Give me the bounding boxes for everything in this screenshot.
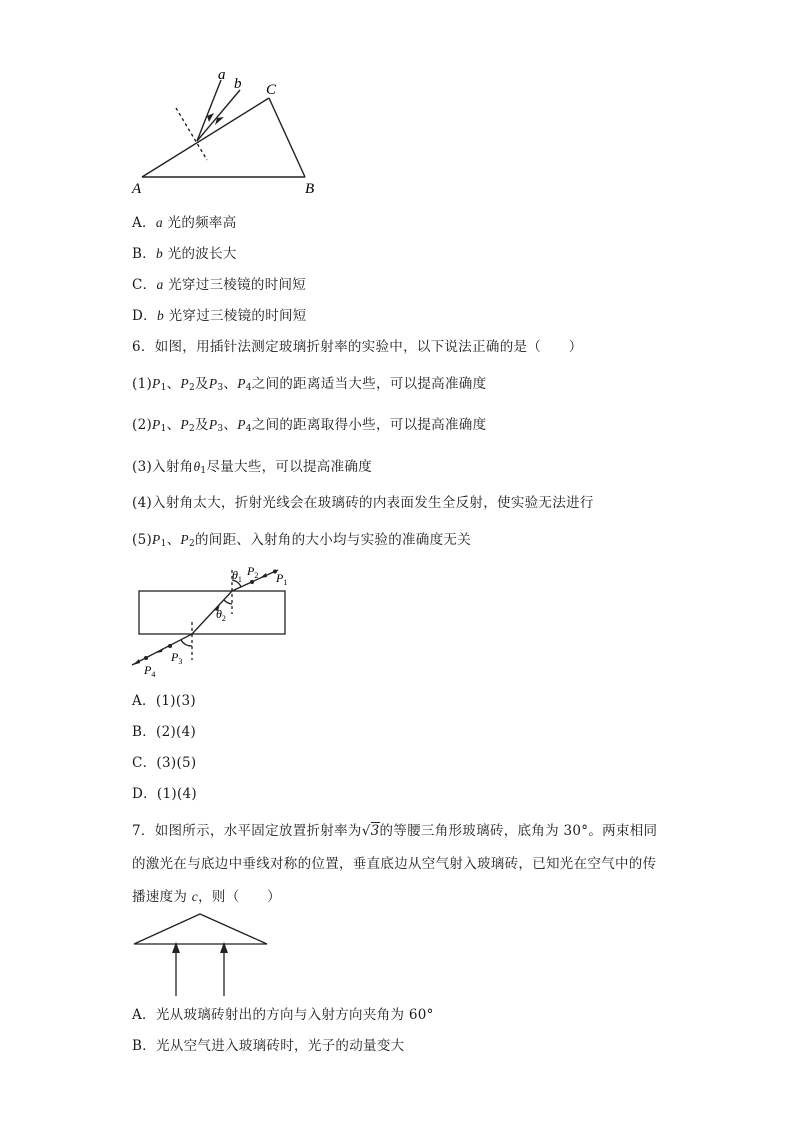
prism-side-ac <box>142 98 269 177</box>
glass-block-figure <box>128 560 300 685</box>
ray-b <box>197 90 240 141</box>
p4-label: $P_4$ <box>144 663 156 679</box>
theta1-label: $\theta_1$ <box>232 568 242 584</box>
q5-option-d[interactable]: D．b 光穿过三棱镜的时间短 <box>132 308 307 324</box>
pin-p2 <box>250 580 254 584</box>
q6-statement-5: $(5)P_1$、$P_2$的间距、入射角的大小均与实验的准确度无关 <box>132 532 471 549</box>
q5-option-b[interactable]: B．b 光的波长大 <box>132 246 237 262</box>
pin-p3 <box>168 644 172 648</box>
label-c: C <box>266 82 277 98</box>
q7-stem-line-1: 7．如图所示，水平固定放置折射率为√3的等腰三角形玻璃砖，底角为 30°。两束相同 <box>132 823 658 839</box>
q7-stem-line-3: 播速度为 c，则（ ） <box>132 889 281 905</box>
label-A: A <box>132 181 142 197</box>
triangle-glass <box>134 914 267 944</box>
angle-arc-3 <box>181 640 192 646</box>
q7-option-a[interactable]: A．光从玻璃砖射出的方向与入射方向夹角为 60° <box>132 1007 434 1023</box>
q6-option-c[interactable]: C．(3)(5) <box>132 755 197 771</box>
theta2-label: $\theta_2$ <box>216 607 226 623</box>
arrow-emergent-icon <box>156 648 163 653</box>
q6-statement-1: $(1)P_1$、$P_2$及$P_3$、$P_4$之间的距离适当大些，可以提高准确度 <box>132 376 487 393</box>
angle-arc-2 <box>224 600 232 604</box>
label-b: b <box>234 76 242 92</box>
q6-stem: 6．如图，用插针法测定玻璃折射率的实验中，以下说法正确的是（ ） <box>132 339 583 355</box>
ray-a <box>197 80 221 141</box>
label-B: B <box>305 181 315 197</box>
q6-option-d[interactable]: D．(1)(4) <box>132 786 197 802</box>
q6-option-a[interactable]: A．(1)(3) <box>132 693 196 709</box>
p1-label: $P_1$ <box>276 571 288 587</box>
arrow-exit-icon <box>133 659 140 665</box>
label-a: a <box>218 67 226 83</box>
arrow-incident-icon <box>260 573 267 578</box>
refracted-ray <box>192 591 232 634</box>
sqrt-symbol: √ <box>361 823 371 839</box>
q6-statement-2: $(2)P_1$、$P_2$及$P_3$、$P_4$之间的距离取得小些，可以提高准确度 <box>132 417 487 434</box>
sqrt-radicand: 3 <box>370 823 380 839</box>
q6-statement-4: (4)入射角太大，折射光线会在玻璃砖的内表面发生全反射，使实验无法进行 <box>132 495 594 511</box>
p2-label: $P_2$ <box>247 564 259 580</box>
q6-statement-3: (3)入射角$\theta_1$尽量大些，可以提高准确度 <box>132 459 373 476</box>
q5-option-a[interactable]: A．a 光的频率高 <box>132 215 237 231</box>
q7-stem-line-2: 的激光在与底边中垂线对称的位置，垂直底边从空气射入玻璃砖，已知光在空气中的传 <box>132 856 657 872</box>
p3-label: $P_3$ <box>171 650 183 666</box>
q5-option-c[interactable]: C．a 光穿过三棱镜的时间短 <box>132 277 307 293</box>
prism-side-cb <box>269 98 305 177</box>
q7-option-b[interactable]: B．光从空气进入玻璃砖时，光子的动量变大 <box>132 1038 405 1054</box>
pin-p4 <box>144 656 148 660</box>
triangle-figure <box>128 908 273 1000</box>
prism-figure <box>128 64 328 199</box>
q6-option-b[interactable]: B．(2)(4) <box>132 724 197 740</box>
